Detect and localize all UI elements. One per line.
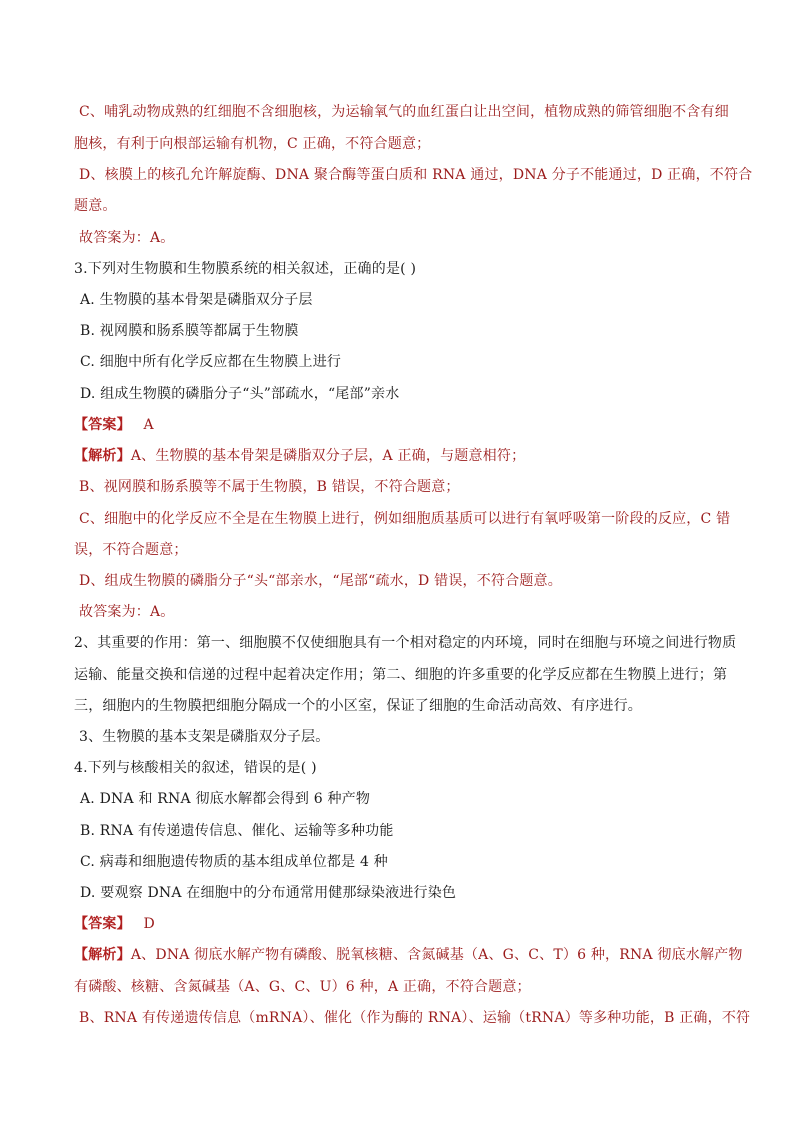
- text-line: 题意。: [74, 198, 117, 214]
- answer-line: [74, 914, 155, 934]
- answer-value: A: [143, 417, 154, 433]
- question-4-option-c: C. 病毒和细胞遗传物质的基本组成单位都是 4 种: [80, 854, 388, 870]
- answer-line: [74, 415, 154, 435]
- text-line: 故答案为：A。: [79, 230, 175, 246]
- answer-value: D: [143, 916, 155, 932]
- text-line: 三，细胞内的生物膜把细胞分隔成一个的小区室，保证了细胞的生命活动高效、有序进行。: [74, 698, 642, 714]
- text-line: D、组成生物膜的磷脂分子“头“部亲水，“尾部“疏水，D 错误，不符合题意。: [79, 573, 562, 589]
- text-line: D、核膜上的核孔允许解旋酶、DNA 聚合酶等蛋白质和 RNA 通过，DNA 分子不能通过，D 正确，不符合: [79, 167, 753, 183]
- question-4-option-d: D. 要观察 DNA 在细胞中的分布通常用健那绿染液进行染色: [80, 885, 457, 901]
- analysis-tag: 【解析】: [74, 947, 131, 963]
- analysis-line: [74, 945, 743, 965]
- text-line: B、RNA 有传递遗传信息（mRNA）、催化（作为酶的 RNA）、运输（tRNA）等多种功能，B 正确，不符: [79, 1010, 751, 1026]
- question-3-stem: 3.下列对生物膜和生物膜系统的相关叙述，正确的是( ): [74, 261, 417, 277]
- text-line: 误，不符合题意；: [74, 542, 188, 558]
- answer-tag: 【答案】: [74, 916, 131, 932]
- text-line: 故答案为：A。: [79, 604, 175, 620]
- analysis-text: A、DNA 彻底水解产物有磷酸、脱氧核糖、含氮碱基（A、G、C、T）6 种，RNA 彻底水解产物: [130, 947, 743, 963]
- question-3-option-d: D. 组成生物膜的磷脂分子“头”部疏水，“尾部”亲水: [80, 386, 400, 402]
- question-4-stem: 4.下列与核酸相关的叙述，错误的是( ): [74, 760, 317, 776]
- question-3-option-b: B. 视网膜和肠系膜等都属于生物膜: [80, 323, 299, 339]
- text-line: 运输、能量交换和信递的过程中起着决定作用；第二、细胞的许多重要的化学反应都在生物膜上进行；第: [74, 667, 728, 683]
- text-line: C、哺乳动物成熟的红细胞不含细胞核，为运输氧气的血红蛋白让出空间，植物成熟的筛管细胞不含有细: [79, 104, 729, 120]
- question-3-option-a: A. 生物膜的基本骨架是磷脂双分子层: [80, 292, 313, 308]
- text-line: C、细胞中的化学反应不全是在生物膜上进行，例如细胞质基质可以进行有氧呼吸第一阶段的反应，C 错: [79, 511, 731, 527]
- text-line: 胞核，有利于向根部运输有机物，C 正确，不符合题意；: [74, 136, 431, 152]
- analysis-text: A、生物膜的基本骨架是磷脂双分子层，A 正确，与题意相符；: [130, 448, 526, 464]
- analysis-tag: 【解析】: [74, 448, 131, 464]
- question-4-option-b: B. RNA 有传递遗传信息、催化、运输等多种功能: [80, 823, 394, 839]
- text-line: 有磷酸、核糖、含氮碱基（A、G、C、U）6 种，A 正确，不符合题意；: [74, 979, 531, 995]
- text-line: 2、其重要的作用：第一、细胞膜不仅使细胞具有一个相对稳定的内环境，同时在细胞与环境之间进行物质: [74, 635, 737, 651]
- question-4-option-a: A. DNA 和 RNA 彻底水解都会得到 6 种产物: [80, 791, 371, 807]
- analysis-line: [74, 446, 525, 466]
- question-3-option-c: C. 细胞中所有化学反应都在生物膜上进行: [80, 354, 342, 370]
- text-line: B、视网膜和肠系膜等不属于生物膜，B 错误，不符合题意；: [79, 479, 460, 495]
- answer-tag: 【答案】: [74, 417, 131, 433]
- text-line: 3、生物膜的基本支架是磷脂双分子层。: [79, 729, 330, 745]
